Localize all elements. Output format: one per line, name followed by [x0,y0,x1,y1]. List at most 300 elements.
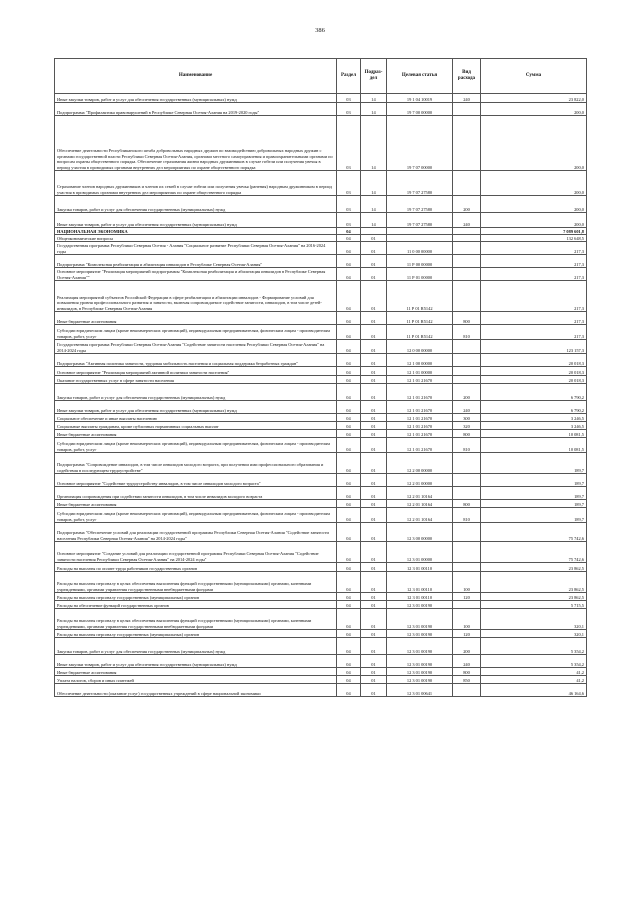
cell-vid [453,367,481,376]
cell-summa: 20 018,3 [481,376,587,384]
header-summa: Сумма [481,59,587,94]
cell-name: Подпрограмма "Профилактика правонарушений в Республике Северная Осетия-Алания на 2019-2020 годы" [55,103,337,116]
cell-vid: 200 [453,196,481,213]
table-row [55,572,587,593]
cell-name: Иные бюджетные ассигнования [55,500,337,508]
cell-statya: 19 7 07 27580 [387,213,453,228]
cell-podrazdel: 01 [361,312,387,325]
cell-summa: 189,7 [481,508,587,523]
cell-razdel: 03 [337,213,361,228]
cell-vid [453,542,481,563]
cell-summa: 5 715,5 [481,601,587,609]
cell-podrazdel: 01 [361,500,387,508]
cell-vid [453,376,481,384]
cell-razdel: 04 [337,601,361,609]
cell-vid: 800 [453,312,481,325]
cell-razdel: 04 [337,542,361,563]
cell-statya: 12 1 00 00000 [387,354,453,367]
cell-name: Иные закупки товаров, работ и услуг для обеспечения государственных (муниципальных) нужд [55,94,337,103]
table-row [55,116,587,171]
header-vid: Вид расхода [453,59,481,94]
cell-summa: 75 742,6 [481,542,587,563]
cell-statya: 11 Р 01 R5142 [387,325,453,340]
table-row [55,235,587,242]
cell-razdel: 04 [337,255,361,268]
cell-name: Субсидии юридическим лицам (кроме некоммерческих организаций), индивидуальным предпринимателям, физическим лицам - производителям товаров, работ, услуг [55,508,337,523]
cell-razdel: 04 [337,609,361,630]
table-row [55,676,587,684]
cell-summa: 10 081,5 [481,430,587,438]
cell-statya: 12 1 01 21670 [387,430,453,438]
cell-statya: 12 3 01 00000 [387,542,453,563]
table-row [55,196,587,213]
cell-name: Расходы на выплаты персоналу в целях обеспечения выполнения функций государственными (муниципальными) органами, казенными учреждениями, органами управления государственными внебюджетными фондами [55,572,337,593]
cell-podrazdel: 01 [361,676,387,684]
cell-statya: 12 0 00 00000 [387,340,453,354]
cell-statya: 12 2 01 00000 [387,474,453,487]
cell-statya: 12 1 01 21670 [387,401,453,414]
cell-statya: 12 3 01 00190 [387,638,453,655]
cell-podrazdel: 01 [361,422,387,430]
cell-podrazdel: 01 [361,367,387,376]
cell-statya [387,228,453,235]
table-header-row [55,59,587,94]
cell-razdel: 04 [337,684,361,697]
cell-statya: 19 7 00 00000 [387,103,453,116]
cell-name: Обеспечение деятельности (оказание услуг) государственных учреждений в сфере национальной экономики [55,684,337,697]
cell-name: НАЦИОНАЛЬНАЯ ЭКОНОМИКА [55,228,337,235]
cell-podrazdel: 01 [361,255,387,268]
cell-vid: 850 [453,676,481,684]
table-row [55,474,587,487]
cell-statya: 11 0 00 00000 [387,242,453,255]
cell-name: Расходы на выплаты по оплате труда работников государственных органов [55,563,337,572]
table-row [55,523,587,542]
cell-vid: 810 [453,438,481,453]
cell-vid [453,268,481,281]
cell-summa: 20 018,3 [481,354,587,367]
header-statya: Целевая статья [387,59,453,94]
cell-razdel: 04 [337,572,361,593]
cell-summa: 123 157,3 [481,340,587,354]
cell-razdel: 04 [337,401,361,414]
cell-name: Уплата налогов, сборов и иных платежей [55,676,337,684]
cell-summa: 5 354,2 [481,655,587,668]
cell-name: Закупка товаров, работ и услуг для обеспечения государственных (муниципальных) нужд [55,196,337,213]
cell-summa: 217,3 [481,325,587,340]
table-row [55,563,587,572]
table-row [55,281,587,312]
cell-name: Иные закупки товаров, работ и услуг для обеспечения государственных (муниципальных) нужд [55,401,337,414]
cell-razdel: 04 [337,638,361,655]
cell-razdel: 04 [337,438,361,453]
cell-razdel: 04 [337,340,361,354]
cell-vid: 800 [453,668,481,676]
cell-podrazdel: 01 [361,281,387,312]
cell-podrazdel: 14 [361,103,387,116]
cell-statya: 12 1 01 21670 [387,438,453,453]
cell-razdel: 04 [337,593,361,601]
cell-summa: 23 862,5 [481,593,587,601]
cell-podrazdel: 01 [361,414,387,422]
budget-table [54,58,587,697]
cell-summa: 46 164,6 [481,684,587,697]
cell-name: Подпрограмма "Сопровождение инвалидов, в том числе инвалидов молодого возраста, при получении ими профессионального образования и содействия в последующем трудоустройстве" [55,453,337,474]
cell-vid [453,228,481,235]
cell-vid: 120 [453,593,481,601]
table-row [55,213,587,228]
table-row [55,500,587,508]
cell-name: Основное мероприятие "Реализация мероприятий подпрограммы "Комплексная реабилитация и абилитация инвалидов в Республике Северная Осетия-Алания"" [55,268,337,281]
header-podrazdel: Подраз-дел [361,59,387,94]
table-row [55,376,587,384]
cell-summa: 217,3 [481,242,587,255]
cell-vid: 800 [453,500,481,508]
cell-vid [453,171,481,196]
cell-podrazdel: 01 [361,655,387,668]
cell-razdel: 04 [337,228,361,235]
table-row [55,312,587,325]
cell-statya: 12 1 01 21670 [387,376,453,384]
cell-vid: 320 [453,422,481,430]
table-row [55,268,587,281]
cell-statya: 19 7 07 00000 [387,116,453,171]
cell-statya: 12 2 01 10164 [387,508,453,523]
cell-name: Социальные выплаты гражданам, кроме публичных нормативных социальных выплат [55,422,337,430]
cell-podrazdel: 01 [361,630,387,638]
cell-summa: 217,3 [481,281,587,312]
cell-statya: 12 3 01 00190 [387,668,453,676]
cell-summa: 10 081,5 [481,438,587,453]
cell-summa: 75 742,6 [481,523,587,542]
cell-vid [453,487,481,500]
cell-name: Иные бюджетные ассигнования [55,312,337,325]
cell-summa: 189,7 [481,474,587,487]
cell-summa: 3 246,5 [481,414,587,422]
table-row [55,401,587,414]
table-row [55,228,587,235]
cell-razdel: 04 [337,354,361,367]
cell-podrazdel: 14 [361,196,387,213]
cell-name: Расходы на выплаты персоналу в целях обеспечения выполнения функций государственными (муниципальными) органами, казенными учреждениями, органами управления государственными внебюджетными фондами [55,609,337,630]
cell-name: Социальное обеспечение и иные выплаты населению [55,414,337,422]
cell-name: Обеспечение деятельности Республиканского штаба добровольных народных дружин по взаимодействию добровольных народных дружин с органами государственной власти Республики Северная Осетия-Алания, органами местного самоуправления и правоохранительными органами по вопросам охраны общественного порядка. Обеспечение страхования жизни народных дружинников в случае гибели или получения увечья в период участия в проводимых органами внутренних дел мероприятиях по охране общественного порядка [55,116,337,171]
cell-podrazdel: 01 [361,542,387,563]
cell-statya: 12 3 01 00641 [387,684,453,697]
cell-razdel: 03 [337,116,361,171]
table-row [55,242,587,255]
cell-name: Страхование членов народных дружинников и членов их семей в случае гибели или получения увечья (ранения) народным дружинником в период участия в проводимых органами внутренних дел мероприятиях по охране общественного порядка [55,171,337,196]
cell-name: Расходы на выплаты персоналу государственных (муниципальных) органов [55,593,337,601]
cell-vid [453,281,481,312]
cell-summa: 189,7 [481,487,587,500]
cell-name: Расходы на выплаты персоналу государственных (муниципальных) органов [55,630,337,638]
cell-vid: 800 [453,430,481,438]
table-row [55,103,587,116]
cell-podrazdel: 01 [361,572,387,593]
cell-summa: 23 822,0 [481,94,587,103]
cell-name: Иные закупки товаров, работ и услуг для обеспечения государственных (муниципальных) нужд [55,213,337,228]
table-body [55,94,587,697]
cell-name: Государственная программа Республики Северная Осетия-Алания "Содействие занятости населения Республики Северная Осетия-Алания" на 2014-2024 годы [55,340,337,354]
cell-razdel: 04 [337,414,361,422]
cell-statya: 12 3 00 00000 [387,523,453,542]
cell-podrazdel: 14 [361,171,387,196]
cell-name: Расходы на обеспечение функций государственных органов [55,601,337,609]
cell-podrazdel: 01 [361,474,387,487]
cell-razdel: 04 [337,384,361,401]
cell-summa: 132 648,5 [481,235,587,242]
cell-statya: 12 1 01 21670 [387,384,453,401]
cell-vid: 300 [453,414,481,422]
cell-vid: 240 [453,94,481,103]
cell-name: Подпрограмма "Активная политика занятости, трудовая мобильность населения и социальная поддержка безработных граждан" [55,354,337,367]
cell-summa: 320,1 [481,630,587,638]
cell-razdel: 03 [337,103,361,116]
table-row [55,414,587,422]
cell-podrazdel: 01 [361,593,387,601]
cell-vid [453,116,481,171]
cell-statya: 12 3 01 00190 [387,609,453,630]
cell-name: Оказание государственных услуг в сфере занятости населения [55,376,337,384]
cell-podrazdel: 01 [361,601,387,609]
cell-statya: 12 3 01 00110 [387,563,453,572]
table-row [55,384,587,401]
cell-podrazdel: 01 [361,563,387,572]
cell-podrazdel: 01 [361,268,387,281]
table-row [55,508,587,523]
table-row [55,171,587,196]
cell-podrazdel: 01 [361,609,387,630]
cell-summa: 217,3 [481,268,587,281]
table-row [55,601,587,609]
cell-name: Иные закупки товаров, работ и услуг для обеспечения государственных (муниципальных) нужд [55,655,337,668]
cell-name: Основное мероприятие "Содействие трудоустройству инвалидов, в том числе инвалидов молодого возраста" [55,474,337,487]
cell-razdel: 04 [337,242,361,255]
cell-razdel: 04 [337,268,361,281]
table-row [55,354,587,367]
page-number: 386 [315,27,325,34]
cell-statya: 19 7 07 27580 [387,171,453,196]
cell-razdel: 04 [337,235,361,242]
cell-summa: 217,3 [481,312,587,325]
cell-statya: 11 Р 00 00000 [387,255,453,268]
cell-podrazdel: 01 [361,684,387,697]
cell-podrazdel: 01 [361,453,387,474]
cell-vid: 120 [453,630,481,638]
table-row [55,438,587,453]
cell-razdel: 04 [337,676,361,684]
cell-podrazdel: 01 [361,638,387,655]
cell-name: Закупка товаров, работ и услуг для обеспечения государственных (муниципальных) нужд [55,384,337,401]
cell-statya: 12 1 01 00000 [387,367,453,376]
cell-vid: 240 [453,655,481,668]
cell-name: Государственная программа Республики Северная Осетия - Алания "Социальное развитие Республики Северная Осетия-Алания" на 2016-2024 годы [55,242,337,255]
cell-vid [453,242,481,255]
cell-podrazdel: 01 [361,376,387,384]
table-row [55,487,587,500]
cell-vid: 240 [453,401,481,414]
cell-vid [453,340,481,354]
cell-summa: 200,0 [481,171,587,196]
cell-podrazdel: 14 [361,94,387,103]
cell-summa: 200,0 [481,116,587,171]
cell-statya: 11 Р 01 00000 [387,268,453,281]
cell-podrazdel: 14 [361,213,387,228]
cell-razdel: 04 [337,453,361,474]
cell-vid: 100 [453,572,481,593]
cell-podrazdel: 01 [361,487,387,500]
cell-razdel: 04 [337,281,361,312]
cell-name: Субсидии юридическим лицам (кроме некоммерческих организаций), индивидуальным предпринимателям, физическим лицам - производителям товаров, работ, услуг [55,325,337,340]
cell-razdel: 04 [337,312,361,325]
header-razdel: Раздел [337,59,361,94]
table-row [55,325,587,340]
table-row [55,638,587,655]
cell-summa: 320,1 [481,609,587,630]
table-row [55,593,587,601]
cell-podrazdel: 01 [361,508,387,523]
cell-razdel: 04 [337,430,361,438]
cell-statya: 12 3 01 00110 [387,593,453,601]
cell-podrazdel: 01 [361,430,387,438]
cell-summa: 20 018,3 [481,367,587,376]
cell-podrazdel: 01 [361,401,387,414]
cell-podrazdel: 01 [361,523,387,542]
cell-name: Иные бюджетные ассигнования [55,668,337,676]
cell-podrazdel: 01 [361,384,387,401]
cell-razdel: 04 [337,630,361,638]
cell-summa: 6 790,2 [481,401,587,414]
cell-summa: 200,0 [481,213,587,228]
cell-vid [453,601,481,609]
cell-summa: 23 862,5 [481,572,587,593]
table-row [55,609,587,630]
table-row [55,422,587,430]
cell-summa: 41,2 [481,676,587,684]
cell-statya: 11 Р 01 R5142 [387,281,453,312]
cell-podrazdel: 01 [361,668,387,676]
cell-podrazdel [361,228,387,235]
cell-vid [453,474,481,487]
cell-vid [453,563,481,572]
cell-razdel: 04 [337,500,361,508]
cell-vid [453,523,481,542]
cell-statya: 12 3 01 00190 [387,630,453,638]
cell-statya: 19 1 04 10019 [387,94,453,103]
cell-razdel: 04 [337,563,361,572]
cell-vid [453,103,481,116]
cell-summa: 23 862,5 [481,563,587,572]
cell-razdel: 03 [337,196,361,213]
cell-statya: 12 3 01 00190 [387,601,453,609]
cell-name: Организация сопровождения при содействии занятости инвалидов, в том числе инвалидов молодого возраста [55,487,337,500]
cell-razdel: 04 [337,668,361,676]
cell-name: Подпрограмма "Обеспечение условий для реализации государственной программы Республики Северная Осетия-Алания "Содействие занятости населения Республики Северная Осетия-Алания" на 2014-2024 годы" [55,523,337,542]
cell-name: Реализация мероприятий субъектов Российской Федерации в сфере реабилитации и абилитации инвалидов - Формирование условий для повышения уровня профессионального развития и занятости, включая сопровождаемое содействие занятости, инвалидов, в том числе детей-инвалидов, в Республике Северная Осетия-Алания [55,281,337,312]
cell-summa: 200,0 [481,103,587,116]
cell-podrazdel: 01 [361,438,387,453]
cell-statya: 12 3 01 00190 [387,676,453,684]
cell-summa: 7 089 601,8 [481,228,587,235]
cell-razdel: 03 [337,94,361,103]
cell-podrazdel: 01 [361,354,387,367]
cell-name: Иные бюджетные ассигнования [55,430,337,438]
cell-name: Общеэкономические вопросы [55,235,337,242]
table-row [55,255,587,268]
cell-name: Субсидии юридическим лицам (кроме некоммерческих организаций), индивидуальным предпринимателям, физическим лицам - производителям товаров, работ, услуг [55,438,337,453]
table-row [55,453,587,474]
cell-razdel: 03 [337,171,361,196]
cell-summa: 41,2 [481,668,587,676]
cell-razdel: 04 [337,474,361,487]
cell-vid: 200 [453,384,481,401]
cell-summa: 5 354,2 [481,638,587,655]
cell-name: Основное мероприятие "Создание условий для реализации государственной программы Республики Северная Осетия-Алания "Содействие занятости населения Республики Северная Осетия-Алания" на 2014-2024 годы" [55,542,337,563]
cell-vid [453,235,481,242]
cell-podrazdel: 01 [361,325,387,340]
cell-statya: 11 Р 01 R5142 [387,312,453,325]
cell-summa: 200,0 [481,196,587,213]
cell-summa: 3 246,5 [481,422,587,430]
cell-razdel: 04 [337,325,361,340]
cell-summa: 189,7 [481,453,587,474]
table-row [55,542,587,563]
cell-statya: 12 2 01 10164 [387,500,453,508]
cell-podrazdel: 14 [361,116,387,171]
cell-podrazdel: 01 [361,235,387,242]
cell-statya: 12 2 01 10164 [387,487,453,500]
table-row [55,430,587,438]
cell-summa: 217,3 [481,255,587,268]
cell-razdel: 04 [337,422,361,430]
cell-vid: 200 [453,638,481,655]
table-row [55,668,587,676]
cell-vid: 810 [453,508,481,523]
cell-razdel: 04 [337,508,361,523]
cell-podrazdel: 01 [361,340,387,354]
table-row [55,655,587,668]
cell-razdel: 04 [337,376,361,384]
header-name: Наименование [55,59,337,94]
cell-razdel: 04 [337,655,361,668]
cell-name: Основное мероприятие "Реализация мероприятий активной политики занятости населения" [55,367,337,376]
cell-statya: 12 1 01 21670 [387,414,453,422]
table-row [55,340,587,354]
table-row [55,630,587,638]
cell-statya: 12 3 01 00110 [387,572,453,593]
cell-statya: 12 3 01 00190 [387,655,453,668]
cell-vid: 810 [453,325,481,340]
cell-vid [453,684,481,697]
cell-razdel: 04 [337,367,361,376]
cell-podrazdel: 01 [361,242,387,255]
table-row [55,94,587,103]
cell-vid: 100 [453,609,481,630]
cell-name: Закупка товаров, работ и услуг для обеспечения государственных (муниципальных) нужд [55,638,337,655]
cell-razdel: 04 [337,523,361,542]
cell-vid [453,255,481,268]
cell-summa: 189,7 [481,500,587,508]
cell-vid [453,354,481,367]
cell-statya: 19 7 07 27580 [387,196,453,213]
cell-summa: 6 790,2 [481,384,587,401]
cell-razdel: 04 [337,487,361,500]
cell-statya: 12 2 00 00000 [387,453,453,474]
cell-name: Подпрограмма "Комплексная реабилитация и абилитация инвалидов в Республике Северная Осетия-Алания" [55,255,337,268]
cell-vid [453,453,481,474]
cell-statya [387,235,453,242]
